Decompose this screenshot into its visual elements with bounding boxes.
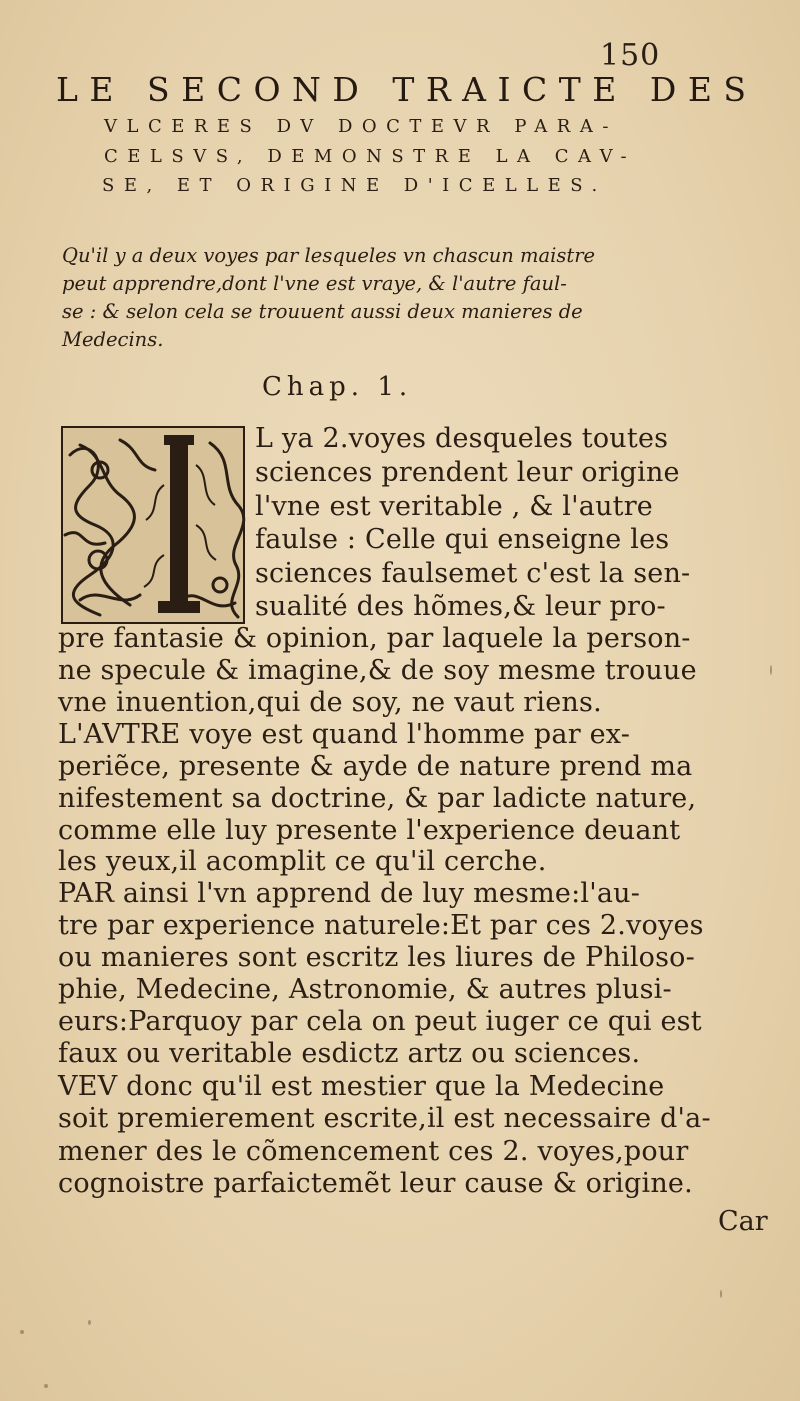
text-line: VEV donc qu'il est mestier que la Medecine	[58, 1071, 665, 1102]
text-line: sciences faulsemet c'est la sen-	[255, 558, 691, 589]
chapter-summary-line: Medecins.	[62, 328, 164, 351]
text-line: cognoistre parfaictemẽt leur cause & origine.	[58, 1168, 693, 1199]
text-line: sualité des hõmes,& leur pro-	[255, 591, 666, 622]
paper-speck	[720, 1290, 722, 1298]
page-title: LE SECOND TRAICTE DES	[56, 70, 758, 109]
text-line: comme elle luy presente l'experience deuant	[58, 815, 681, 846]
text-line: PAR ainsi l'vn apprend de luy mesme:l'au-	[58, 878, 641, 909]
text-line: sciences prendent leur origine	[255, 457, 680, 488]
text-line: periẽce, presente & ayde de nature prend ma	[58, 751, 693, 782]
paper-speck	[88, 1320, 91, 1325]
chapter-summary-line: peut apprendre,dont l'vne est vraye, & l'autre faul-	[62, 272, 567, 295]
paper-speck	[770, 665, 772, 675]
chapter-summary-line: Qu'il y a deux voyes par lesqueles vn chascun maistre	[62, 244, 596, 267]
paper-speck	[20, 1330, 24, 1334]
catchword: Car	[718, 1206, 768, 1237]
subtitle-line: VLCERES DV DOCTEVR PARA-	[104, 116, 618, 137]
text-line: faux ou veritable esdictz artz ou sciences.	[58, 1038, 641, 1069]
chapter-summary-line: se : & selon cela se trouuent aussi deux manieres de	[62, 300, 583, 323]
text-line: L ya 2.voyes desqueles toutes	[255, 423, 669, 454]
ornamental-initial-I-icon	[60, 425, 246, 625]
text-line: vne inuention,qui de soy, ne vaut riens.	[58, 687, 602, 718]
text-line: mener des le cõmencement ces 2. voyes,pour	[58, 1136, 689, 1167]
text-line: soit premierement escrite,il est necessaire d'a-	[58, 1103, 711, 1134]
text-line: L'AVTRE voye est quand l'homme par ex-	[58, 719, 631, 750]
text-line: nifestement sa doctrine, & par ladicte nature,	[58, 783, 697, 814]
text-line: faulse : Celle qui enseigne les	[255, 524, 670, 555]
text-line: tre par experience naturele:Et par ces 2.voyes	[58, 910, 704, 941]
text-line: eurs:Parquoy par cela on peut iuger ce qui est	[58, 1006, 702, 1037]
text-line: pre fantasie & opinion, par laquele la person-	[58, 623, 691, 654]
text-line: phie, Medecine, Astronomie, & autres plusi-	[58, 974, 672, 1005]
chapter-heading: Chap. 1.	[262, 372, 413, 402]
paper-speck	[44, 1384, 48, 1388]
page-number: 150	[600, 38, 661, 73]
text-line: les yeux,il acomplit ce qu'il cerche.	[58, 846, 547, 877]
text-line: ou manieres sont escritz les liures de Philoso-	[58, 942, 695, 973]
subtitle-line: CELSVS, DEMONSTRE LA CAV-	[104, 146, 637, 167]
text-line: ne specule & imagine,& de soy mesme trouue	[58, 655, 697, 686]
text-line: l'vne est veritable , & l'autre	[255, 491, 653, 522]
subtitle-line: SE, ET ORIGINE D'ICELLES.	[102, 175, 607, 196]
